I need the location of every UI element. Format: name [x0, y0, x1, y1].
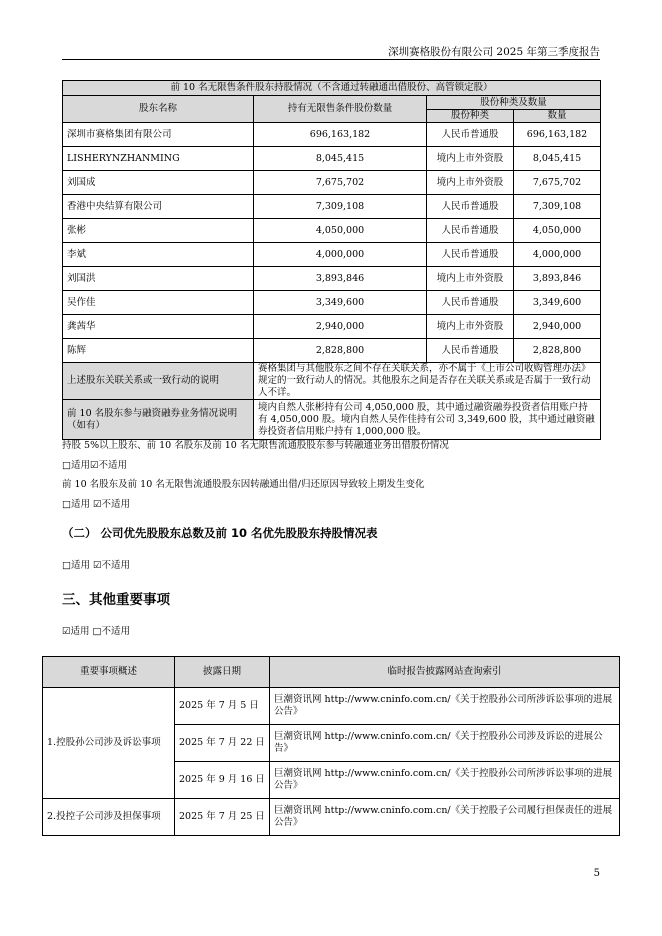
- col-header-event-summary: 重要事项概述: [43, 657, 175, 688]
- holder-share-count: 7,675,702: [514, 171, 601, 195]
- holder-share-type: 人民币普通股: [427, 219, 514, 243]
- holder-name: 刘国成: [63, 171, 254, 195]
- top10-holders-table: [62, 80, 601, 440]
- holder-name: 香港中央结算有限公司: [63, 195, 254, 219]
- lending-change-text: 前 10 名股东及前 10 名无限售流通股股东因转融通出借/归还原因导致较上期发生变化: [62, 479, 425, 490]
- table-row: [63, 339, 601, 363]
- table-row: [63, 171, 601, 195]
- holder-share-type: 人民币普通股: [427, 123, 514, 147]
- margin-trading-label: 前 10 名股东参与融资融券业务情况说明（如有）: [63, 400, 254, 440]
- holder-share-type: 人民币普通股: [427, 195, 514, 219]
- event-disclosure-date: 2025 年 7 月 22 日: [175, 725, 270, 762]
- preferred-applicability: □适用 ☑不适用: [62, 560, 131, 571]
- event-disclosure-date: 2025 年 7 月 25 日: [175, 799, 270, 836]
- preferred-shareholders-heading: （二） 公司优先股股东总数及前 10 名优先股股东持股情况表: [62, 526, 378, 540]
- holder-share-count: 7,309,108: [514, 195, 601, 219]
- col-header-share-type: 股份种类: [427, 110, 514, 123]
- holder-name: LISHERYNZHANMING: [63, 147, 254, 171]
- holder-name: 张彬: [63, 219, 254, 243]
- lending-disclosure-text: 持股 5%以上股东、前 10 名股东及前 10 名无限售流通股股东参与转融通业务出借股份情况: [62, 440, 449, 451]
- holder-share-type: 人民币普通股: [427, 291, 514, 315]
- col-header-unrestricted-qty: 持有无限售条件股份数量: [254, 96, 427, 123]
- table-row: [63, 195, 601, 219]
- holder-unrestricted-qty: 696,163,182: [254, 123, 427, 147]
- table-row: [63, 123, 601, 147]
- holder-name: 陈辉: [63, 339, 254, 363]
- holder-share-type: 人民币普通股: [427, 339, 514, 363]
- table-row: [63, 147, 601, 171]
- table-row: [43, 799, 620, 836]
- holder-name: 深圳市赛格集团有限公司: [63, 123, 254, 147]
- relation-text: 赛格集团与其他股东之间不存在关联关系，亦不属于《上市公司收购管理办法》规定的一致行动人的情况。其他股东之间是否存在关联关系或是否属于一致行动人不详。: [254, 363, 601, 400]
- holder-share-count: 696,163,182: [514, 123, 601, 147]
- holder-share-count: 2,940,000: [514, 315, 601, 339]
- table-row: [43, 688, 620, 725]
- other-matters-heading: 三、其他重要事项: [62, 592, 170, 608]
- holder-share-count: 3,349,600: [514, 291, 601, 315]
- holder-share-count: 4,050,000: [514, 219, 601, 243]
- holder-unrestricted-qty: 8,045,415: [254, 147, 427, 171]
- holder-unrestricted-qty: 7,675,702: [254, 171, 427, 195]
- other-matters-applicability: ☑适用 □不适用: [62, 626, 131, 637]
- holder-name: 龚茜华: [63, 315, 254, 339]
- important-events-table: [42, 656, 620, 836]
- table-row: [63, 315, 601, 339]
- table-row: [63, 267, 601, 291]
- holder-share-count: 3,893,846: [514, 267, 601, 291]
- report-header-title: 深圳赛格股份有限公司 2025 年第三季度报告: [388, 46, 600, 58]
- holder-share-count: 4,000,000: [514, 243, 601, 267]
- table-row: [63, 243, 601, 267]
- margin-trading-text: 境内自然人张彬持有公司 4,050,000 股，其中通过融资融券投资者信用账户持有 4,050,000 股。境内自然人吴作佳持有公司 3,349,600 股，其中通过融资融券投资者信用账户持有 1,000,000 股。: [254, 400, 601, 440]
- holder-unrestricted-qty: 7,309,108: [254, 195, 427, 219]
- event-summary: 1.控股孙公司涉及诉讼事项: [43, 688, 175, 799]
- holder-unrestricted-qty: 3,349,600: [254, 291, 427, 315]
- holder-unrestricted-qty: 4,050,000: [254, 219, 427, 243]
- lending-change-applicability: □适用 ☑不适用: [62, 499, 131, 510]
- col-header-disclosure-date: 披露日期: [175, 657, 270, 688]
- col-header-holder-name: 股东名称: [63, 96, 254, 123]
- table-row: [63, 291, 601, 315]
- event-disclosure-date: 2025 年 7 月 5 日: [175, 688, 270, 725]
- holder-name: 李斌: [63, 243, 254, 267]
- col-header-share-count: 数量: [514, 110, 601, 123]
- event-disclosure-index: 巨潮资讯网 http://www.cninfo.com.cn/《关于控股孙公司涉及诉讼的进展公告》: [270, 725, 620, 762]
- holder-unrestricted-qty: 2,940,000: [254, 315, 427, 339]
- holder-unrestricted-qty: 4,000,000: [254, 243, 427, 267]
- col-header-share-type-group: 股份种类及数量: [427, 96, 601, 110]
- table-row: [63, 219, 601, 243]
- event-disclosure-index: 巨潮资讯网 http://www.cninfo.com.cn/《关于控股子公司履行担保责任的进展公告》: [270, 799, 620, 836]
- event-disclosure-index: 巨潮资讯网 http://www.cninfo.com.cn/《关于控股孙公司所涉诉讼事项的进展公告》: [270, 762, 620, 799]
- holder-share-type: 境内上市外资股: [427, 171, 514, 195]
- lending-applicability: □适用☑不适用: [62, 460, 127, 471]
- col-header-disclosure-index: 临时报告披露网站查询索引: [270, 657, 620, 688]
- event-disclosure-index: 巨潮资讯网 http://www.cninfo.com.cn/《关于控股孙公司所涉诉讼事项的进展公告》: [270, 688, 620, 725]
- event-disclosure-date: 2025 年 9 月 16 日: [175, 762, 270, 799]
- holder-share-type: 境内上市外资股: [427, 267, 514, 291]
- holder-share-count: 8,045,415: [514, 147, 601, 171]
- holder-share-count: 2,828,800: [514, 339, 601, 363]
- header-divider: [62, 59, 600, 60]
- holder-share-type: 境内上市外资股: [427, 315, 514, 339]
- relation-label: 上述股东关联关系或一致行动的说明: [63, 363, 254, 400]
- holder-unrestricted-qty: 2,828,800: [254, 339, 427, 363]
- holder-name: 刘国洪: [63, 267, 254, 291]
- page-number: 5: [593, 868, 600, 879]
- holders-table-title: 前 10 名无限售条件股东持股情况（不含通过转融通出借股份、高管锁定股）: [63, 81, 601, 96]
- holder-unrestricted-qty: 3,893,846: [254, 267, 427, 291]
- holder-share-type: 人民币普通股: [427, 243, 514, 267]
- event-summary: 2.投控子公司涉及担保事项: [43, 799, 175, 836]
- holder-name: 吴作佳: [63, 291, 254, 315]
- holder-share-type: 境内上市外资股: [427, 147, 514, 171]
